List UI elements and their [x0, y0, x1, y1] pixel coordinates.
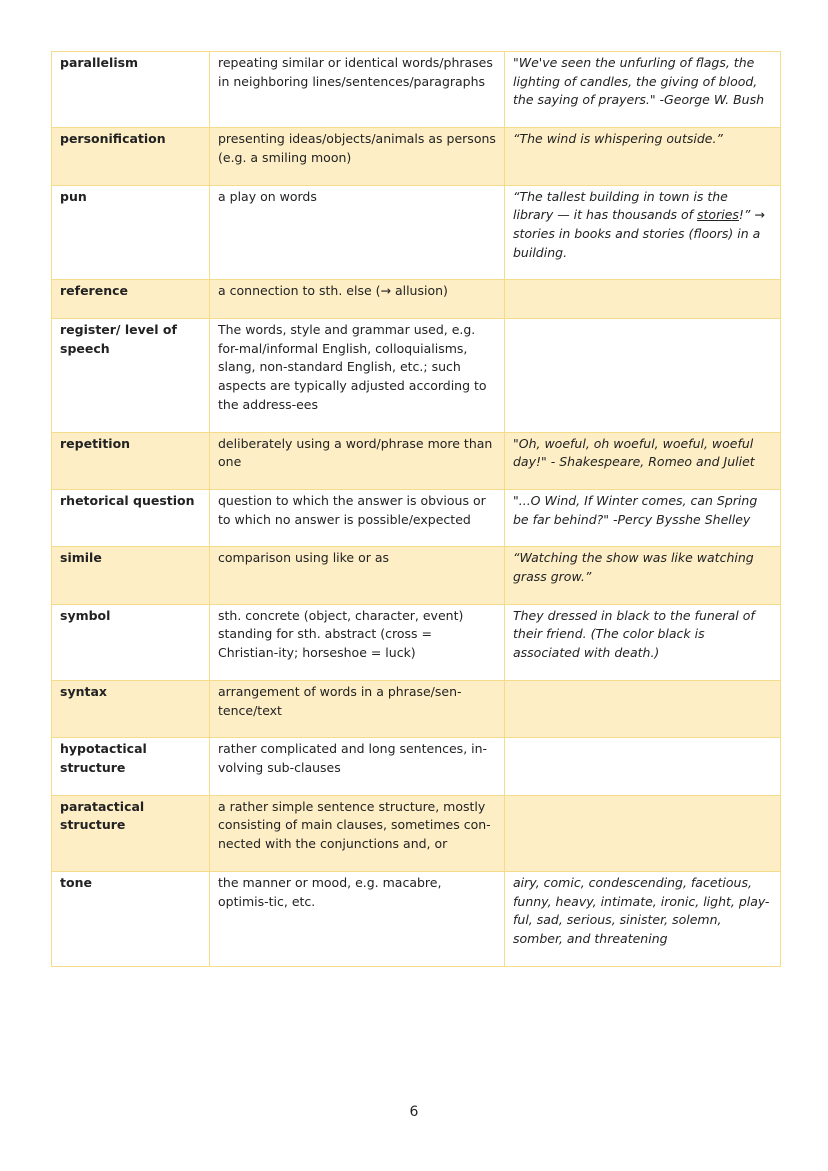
term-cell: repetition	[52, 432, 210, 489]
definition-cell: the manner or mood, e.g. macabre, optimis-tic, etc.	[210, 871, 505, 966]
table-row	[52, 547, 781, 604]
table-row	[52, 489, 781, 546]
definition-cell: repeating similar or identical words/phrases in neighboring lines/sentences/paragraphs	[210, 52, 505, 128]
term-cell: register/ level of speech	[52, 319, 210, 433]
table-row	[52, 604, 781, 680]
term-cell: pun	[52, 185, 210, 280]
example-text: !” → stories in books and stories (floors) in a building.	[513, 207, 765, 260]
table-row	[52, 319, 781, 433]
example-text: “The tallest building in town is the library — it has thousands of	[513, 188, 728, 223]
definition-cell: a connection to sth. else (→ allusion)	[210, 280, 505, 319]
example-cell	[505, 319, 781, 433]
example-cell	[505, 280, 781, 319]
table-row	[52, 280, 781, 319]
example-cell	[505, 738, 781, 795]
definition-cell: deliberately using a word/phrase more than one	[210, 432, 505, 489]
table-row	[52, 432, 781, 489]
table-row	[52, 52, 781, 128]
example-cell	[505, 680, 781, 737]
example-cell: “The wind is whispering outside.”	[505, 128, 781, 185]
table-row	[52, 738, 781, 795]
term-cell: personification	[52, 128, 210, 185]
definition-cell: presenting ideas/objects/animals as persons (e.g. a smiling moon)	[210, 128, 505, 185]
underlined-word: stories	[697, 207, 739, 223]
term-cell: tone	[52, 871, 210, 966]
example-cell: airy, comic, condescending, facetious, funny, heavy, intimate, ironic, light, play-ful, sad, serious, sinister, solemn, somber, and threatening	[505, 871, 781, 966]
term-cell: paratactical structure	[52, 795, 210, 871]
definition-cell: a play on words	[210, 185, 505, 280]
glossary-page	[51, 51, 781, 967]
table-row	[52, 871, 781, 966]
table-row	[52, 795, 781, 871]
example-cell: “Watching the show was like watching grass grow.”	[505, 547, 781, 604]
term-cell: parallelism	[52, 52, 210, 128]
example-cell: They dressed in black to the funeral of their friend. (The color black is associated with death.)	[505, 604, 781, 680]
term-cell: reference	[52, 280, 210, 319]
table-row	[52, 128, 781, 185]
example-cell: "We've seen the unfurling of flags, the lighting of candles, the giving of blood, the saying of prayers." -George W. Bush	[505, 52, 781, 128]
definition-cell: rather complicated and long sentences, in-volving sub-clauses	[210, 738, 505, 795]
term-cell: rhetorical question	[52, 489, 210, 546]
example-cell	[505, 185, 781, 280]
definition-cell: a rather simple sentence structure, mostly consisting of main clauses, sometimes con-nected with the conjunctions and, or	[210, 795, 505, 871]
definition-cell: sth. concrete (object, character, event) standing for sth. abstract (cross = Christian-ity; horseshoe = luck)	[210, 604, 505, 680]
table-row	[52, 680, 781, 737]
definition-cell: arrangement of words in a phrase/sen-tence/text	[210, 680, 505, 737]
example-cell: "Oh, woeful, oh woeful, woeful, woeful day!" - Shakespeare, Romeo and Juliet	[505, 432, 781, 489]
term-cell: symbol	[52, 604, 210, 680]
example-cell: "...O Wind, If Winter comes, can Spring be far behind?" -Percy Bysshe Shelley	[505, 489, 781, 546]
term-cell: syntax	[52, 680, 210, 737]
definition-cell: comparison using like or as	[210, 547, 505, 604]
page-number: 6	[409, 1104, 419, 1120]
table-row	[52, 185, 781, 280]
example-cell	[505, 795, 781, 871]
glossary-table	[51, 51, 781, 967]
term-cell: simile	[52, 547, 210, 604]
term-cell: hypotactical structure	[52, 738, 210, 795]
definition-cell: question to which the answer is obvious or to which no answer is possible/expected	[210, 489, 505, 546]
definition-cell: The words, style and grammar used, e.g. for-mal/informal English, colloquialisms, slang, non-standard English, etc.; such aspects are typically adjusted according to the address-ees	[210, 319, 505, 433]
